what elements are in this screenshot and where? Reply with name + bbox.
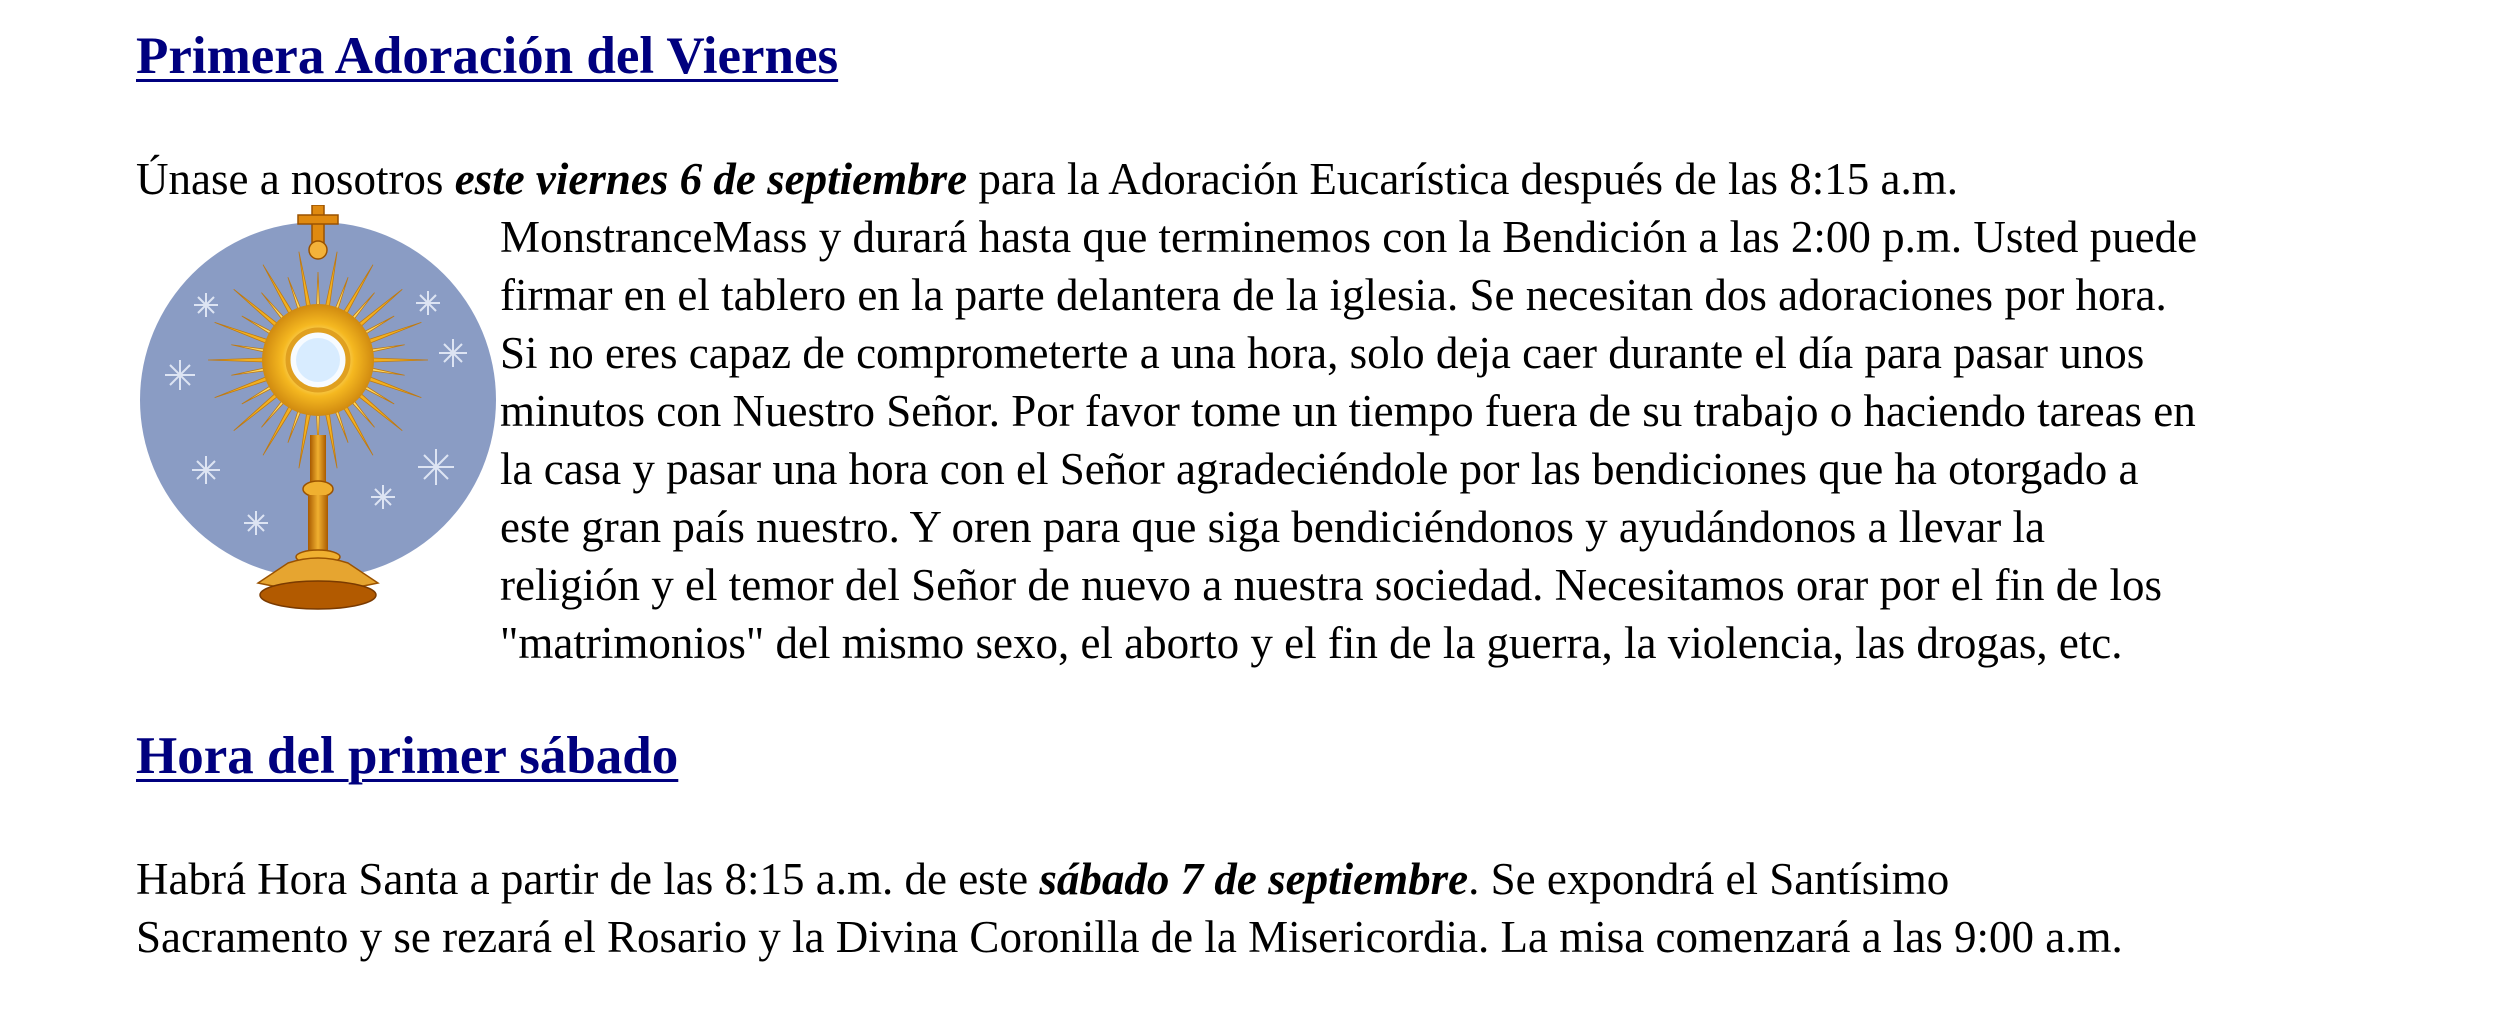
intro-before: Únase a nosotros (136, 154, 455, 204)
saturday-before: Habrá Hora Santa a partir de las 8:15 a.m. de este (136, 854, 1040, 904)
section-heading-first-saturday[interactable]: Hora del primer sábado (136, 727, 679, 785)
paragraph-line: Si no eres capaz de comprometerte a una hora, solo deja caer durante el día para pasar unos (500, 328, 2145, 378)
paragraph-line: minutos con Nuestro Señor. Por favor tome un tiempo fuera de su trabajo o haciendo tareas en (500, 386, 2196, 436)
paragraph-line: firmar en el tablero en la parte delantera de la iglesia. Se necesitan dos adoraciones por hora. (500, 270, 2167, 320)
intro-date: este viernes 6 de septiembre (454, 154, 968, 204)
paragraph-line: "matrimonios" del mismo sexo, el aborto y el fin de la guerra, la violencia, las drogas, etc. (500, 618, 2123, 668)
intro-line (136, 150, 2436, 208)
paragraph-line: este gran país nuestro. Y oren para que siga bendiciéndonos y ayudándonos a llevar la (500, 502, 2045, 552)
saturday-line-2: Sacramento y se rezará el Rosario y la Divina Coronilla de la Misericordia. La misa comenzará a las 9:00 a.m. (136, 912, 2123, 962)
saturday-after: . Se expondrá el Santísimo (1468, 854, 1950, 904)
saturday-line-1 (136, 850, 2436, 908)
saturday-date: sábado 7 de septiembre (1039, 854, 1469, 904)
paragraph-line: la casa y pasar una hora con el Señor agradeciéndole por las bendiciones que ha otorgado a (500, 444, 2139, 494)
first-saturday-paragraph (136, 850, 2436, 966)
monstrance-icon (138, 205, 498, 615)
paragraph-line: MonstranceMass y durará hasta que terminemos con la Bendición a las 2:00 p.m. Usted puede (500, 212, 2198, 262)
section-heading-first-friday[interactable]: Primera Adoración del Viernes (136, 27, 839, 85)
paragraph-line: religión y el temor del Señor de nuevo a nuestra sociedad. Necesitamos orar por el fin de los (500, 560, 2162, 610)
intro-after: para la Adoración Eucarística después de las 8:15 a.m. (967, 154, 1958, 204)
